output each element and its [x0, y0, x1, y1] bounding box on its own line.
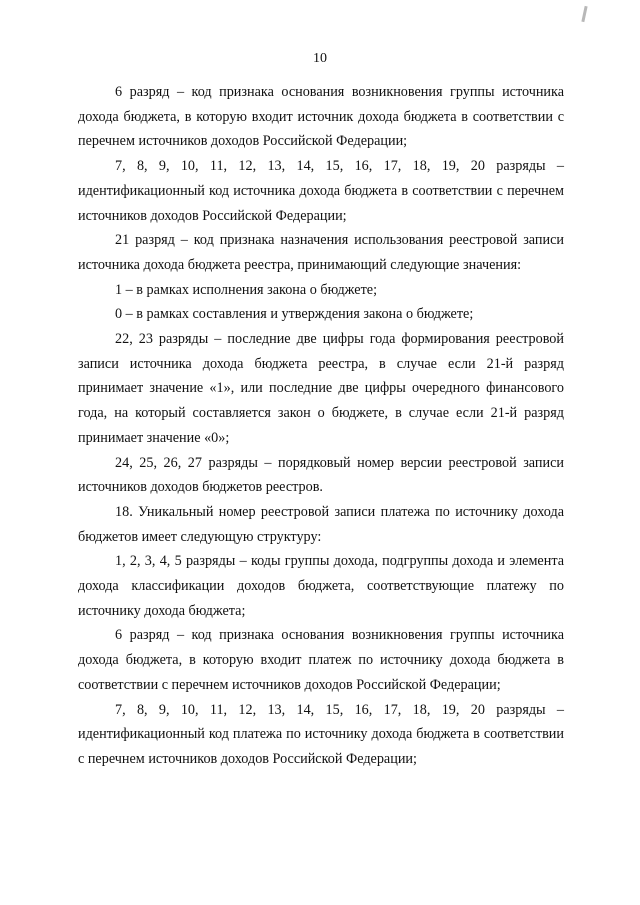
paragraph-digit-6-source: 6 разряд – код признака основания возникновения группы источника дохода бюджета, в которую входит источник дохода бюджета в соответствии с перечнем источников доходов Российской Федерации; — [78, 84, 564, 150]
paragraph-value-1: 1 – в рамках исполнения закона о бюджете; — [115, 281, 378, 298]
paragraph-digits-7-20-source: 7, 8, 9, 10, 11, 12, 13, 14, 15, 16, 17, 18, 19, 20 разряды – идентификационный код источника дохода бюджета в соответствии с перечнем источников доходов Российской Федерации; — [78, 158, 564, 224]
paragraph-digit-6-payment: 6 разряд – код признака основания возникновения группы источника дохода бюджета, в которую входит платеж по источнику дохода бюджета в соответствии с перечнем источников доходов Российской Федерации; — [78, 627, 564, 693]
scan-artifact-mark — [581, 6, 587, 22]
page-number: 10 — [313, 51, 327, 66]
paragraph-digits-1-5: 1, 2, 3, 4, 5 разряды – коды группы дохода, подгруппы дохода и элемента дохода классификации доходов бюджета, соответствующие платежу по источнику дохода бюджета; — [78, 553, 564, 619]
paragraph-digit-21: 21 разряд – код признака назначения использования реестровой записи источника дохода бюджета реестра, принимающий следующие значения: — [78, 232, 564, 273]
document-body — [78, 80, 564, 772]
paragraph-digits-22-23: 22, 23 разряды – последние две цифры года формирования реестровой записи источника дохода бюджета реестра, в случае если 21-й разряд принимает значение «1», или последние две цифры очередного финансового года, на который составляется закон о бюджете, в случае если 21-й разряд принимает значение «0»; — [78, 331, 564, 446]
paragraph-digits-24-27: 24, 25, 26, 27 разряды – порядковый номер версии реестровой записи источников доходов бюджетов реестров. — [78, 454, 564, 496]
paragraph-digits-7-20-payment: 7, 8, 9, 10, 11, 12, 13, 14, 15, 16, 17, 18, 19, 20 разряды – идентификационный код платежа по источнику дохода бюджета в соответствии с перечнем источников доходов Российской Федерации; — [78, 701, 564, 767]
paragraph-item-18: 18. Уникальный номер реестровой записи платежа по источнику дохода бюджетов имеет следующую структуру: — [78, 503, 564, 545]
paragraph-value-0: 0 – в рамках составления и утверждения закона о бюджете; — [115, 306, 474, 323]
